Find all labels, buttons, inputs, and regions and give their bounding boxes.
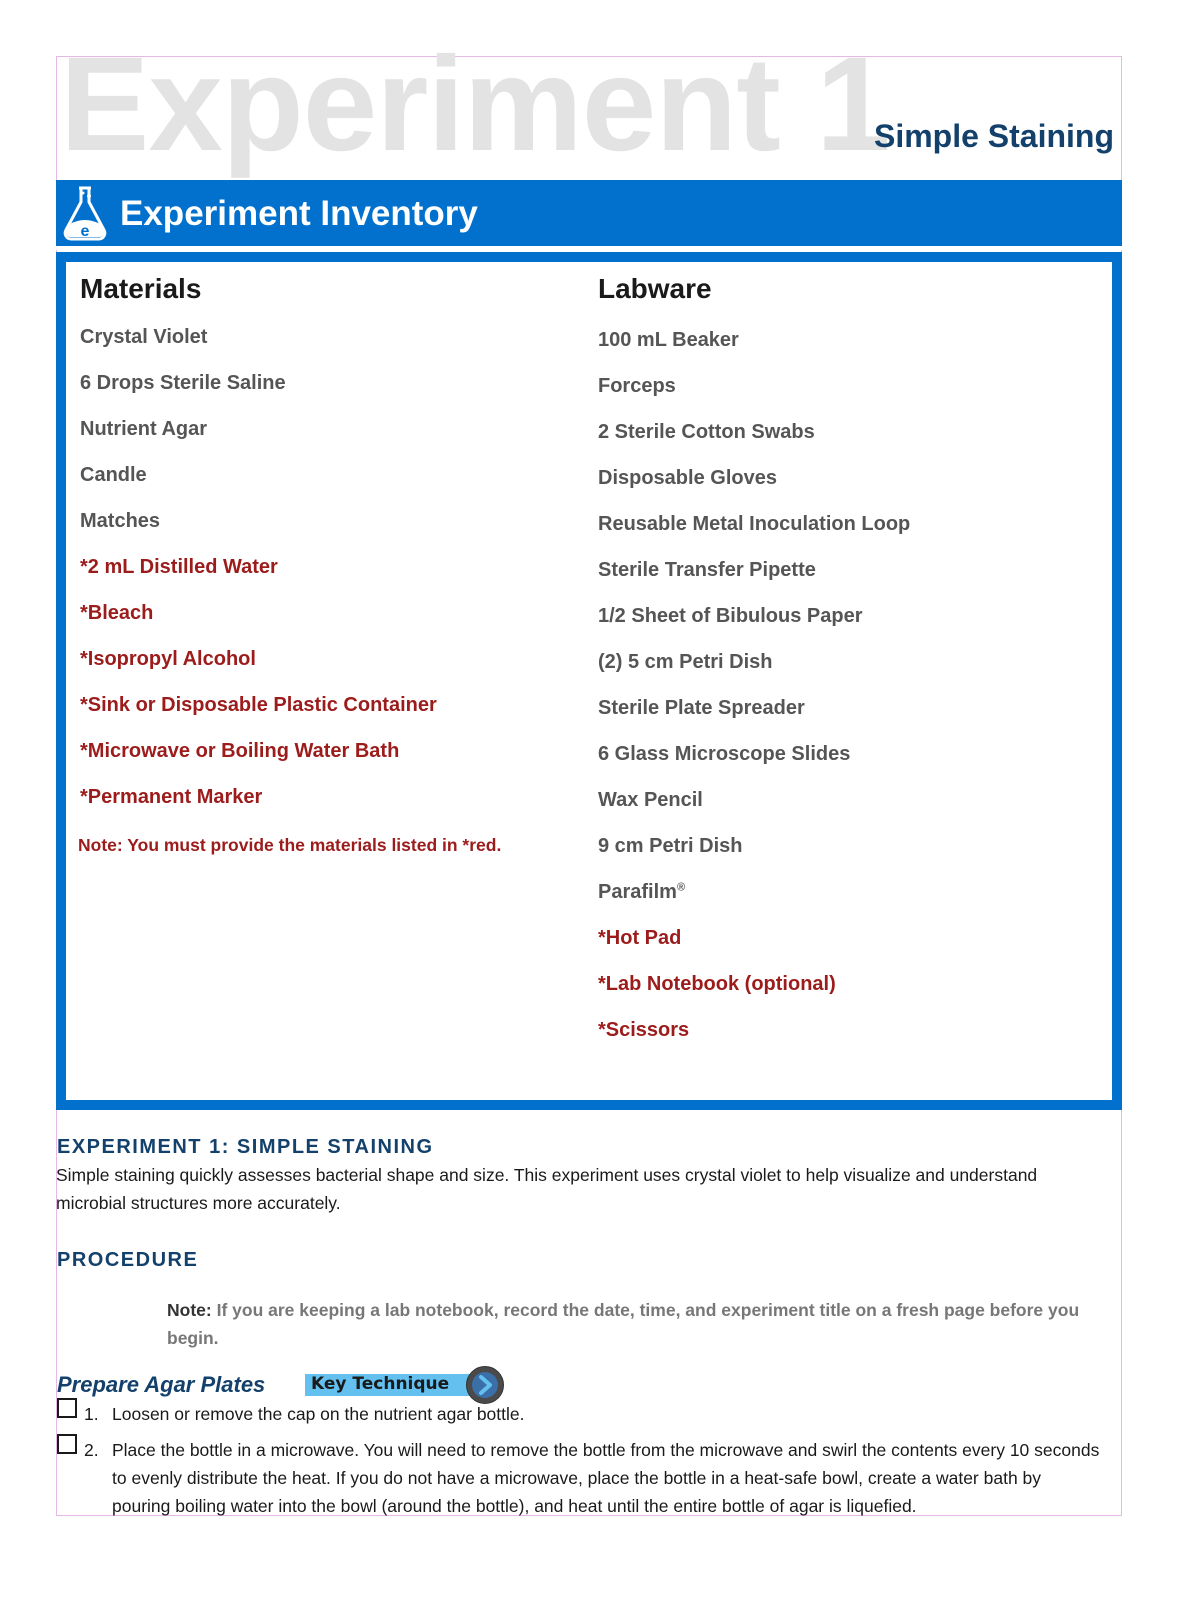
labware-item: (2) 5 cm Petri Dish — [598, 651, 773, 673]
labware-item: 1/2 Sheet of Bibulous Paper — [598, 605, 863, 627]
labware-item: *Hot Pad — [598, 927, 682, 949]
flask-logo-icon — [60, 184, 110, 242]
step-2-checkbox[interactable] — [57, 1434, 77, 1454]
materials-item: 6 Drops Sterile Saline — [80, 372, 286, 394]
materials-item: *Sink or Disposable Plastic Container — [80, 694, 437, 716]
materials-item: Matches — [80, 510, 161, 532]
step-2-number: 2. — [84, 1440, 99, 1460]
labware-item: Reusable Metal Inoculation Loop — [598, 513, 911, 535]
materials-item: Candle — [80, 464, 147, 486]
step-1-text: Loosen or remove the cap on the nutrient agar bottle. — [112, 1404, 525, 1424]
labware-item: Parafilm® — [598, 881, 686, 903]
step-2-text: Place the bottle in a microwave. You will need to remove the bottle from the microwave and swirl the contents every 10 seconds to evenly distribute the heat. If you do not have a microwave, place the bottle in a heat-safe bowl, create a water bath by pouring boiling water into the bowl (around the bottle), and heat until the entire bottle of agar is liquefied. — [112, 1440, 1100, 1516]
labware-item: 2 Sterile Cotton Swabs — [598, 421, 815, 443]
note-text: If you are keeping a lab notebook, record the date, time, and experiment title on a fresh page before you begin. — [167, 1300, 1080, 1348]
labware-item: *Lab Notebook (optional) — [598, 973, 836, 995]
labware-item: 9 cm Petri Dish — [598, 835, 743, 857]
labware-item: Disposable Gloves — [598, 467, 777, 489]
materials-item: *2 mL Distilled Water — [80, 556, 278, 578]
labware-item: Wax Pencil — [598, 789, 703, 811]
materials-item: *Microwave or Boiling Water Bath — [80, 740, 400, 762]
materials-item: *Isopropyl Alcohol — [80, 648, 256, 670]
procedure-heading: PROCEDURE — [57, 1249, 199, 1271]
procedure-note — [167, 1296, 1107, 1352]
labware-item: Sterile Transfer Pipette — [598, 559, 816, 581]
labware-heading: Labware — [598, 273, 712, 304]
experiment-heading: EXPERIMENT 1: SIMPLE STAINING — [57, 1136, 434, 1158]
chevron-right-icon[interactable] — [466, 1366, 504, 1404]
experiment-subtitle: Simple Staining — [873, 118, 1114, 154]
materials-note: Note: You must provide the materials listed in *red. — [78, 835, 502, 855]
key-technique-label: Key Technique — [311, 1374, 450, 1394]
labware-item: Forceps — [598, 375, 676, 397]
labware-item: 100 mL Beaker — [598, 329, 739, 351]
inventory-banner-title: Experiment Inventory — [120, 194, 478, 233]
materials-item: Crystal Violet — [80, 326, 208, 348]
registered-mark: ® — [676, 881, 686, 894]
prepare-agar-plates-heading: Prepare Agar Plates — [57, 1372, 266, 1397]
experiment-description: Simple staining quickly assesses bacterial shape and size. This experiment uses crystal violet to help visualize and understand microbial structures more accurately. — [56, 1165, 1038, 1213]
materials-heading: Materials — [80, 273, 202, 304]
materials-item: Nutrient Agar — [80, 418, 208, 440]
experiment-watermark-title: Experiment 1 — [60, 30, 890, 179]
materials-item: *Permanent Marker — [80, 786, 263, 808]
labware-item: 6 Glass Microscope Slides — [598, 743, 851, 765]
step-1-checkbox[interactable] — [57, 1398, 77, 1418]
step-1-number: 1. — [84, 1404, 99, 1424]
labware-item: *Scissors — [598, 1019, 690, 1041]
labware-item: Sterile Plate Spreader — [598, 697, 805, 719]
svg-text:e: e — [80, 223, 90, 240]
materials-item: *Bleach — [80, 602, 154, 624]
banner-divider — [56, 246, 1122, 250]
note-label: Note: — [167, 1300, 212, 1320]
